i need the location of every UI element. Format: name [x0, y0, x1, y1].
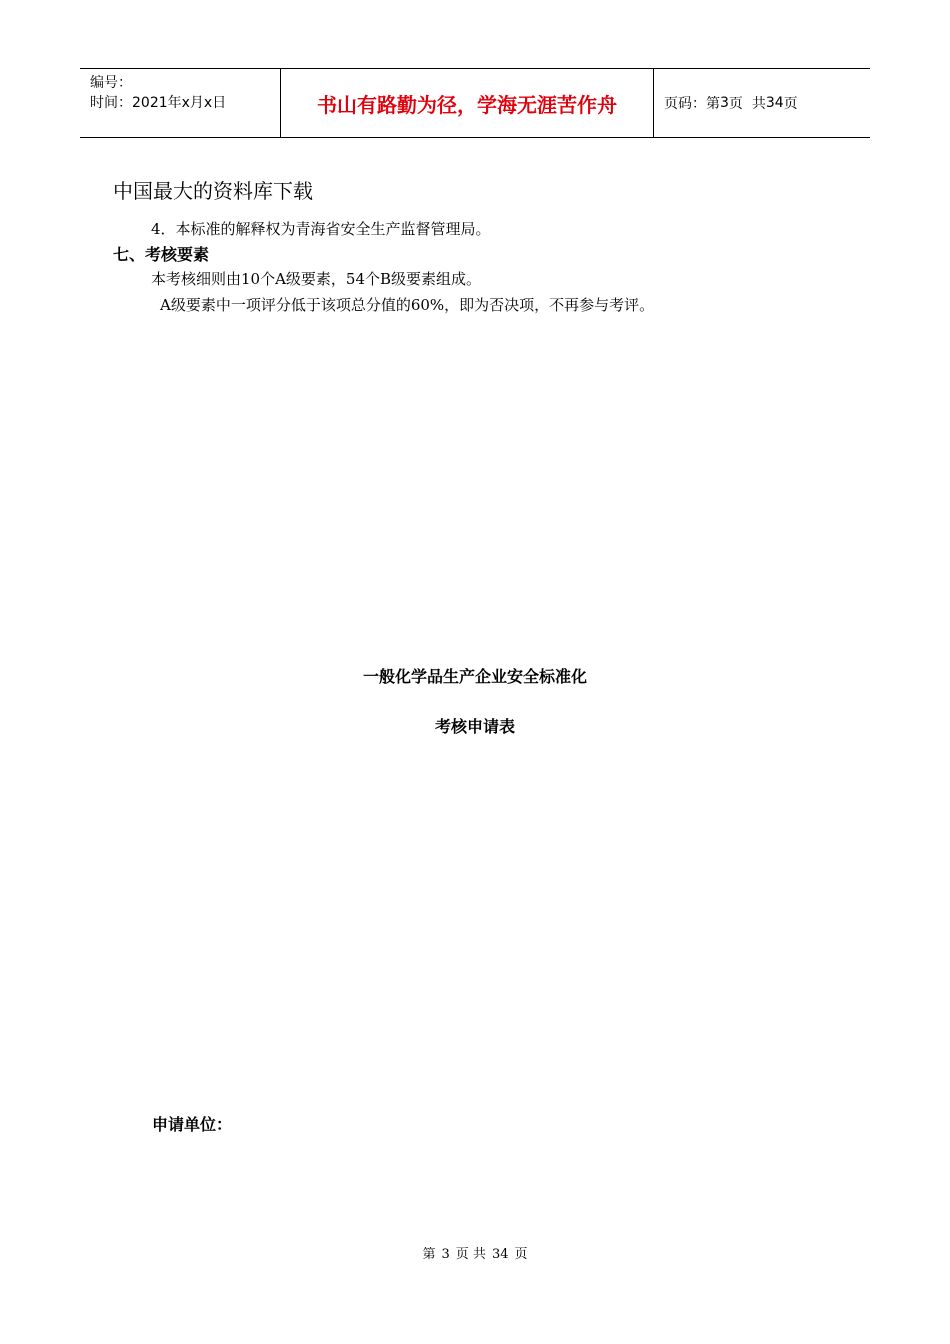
header-page-prefix: 页码：第 — [664, 96, 720, 112]
header-page-mid: 页 共 — [728, 96, 766, 112]
footer-total: 34 — [491, 1247, 509, 1262]
page-footer — [0, 1246, 950, 1264]
document-date: 时间：2021年x月x日 — [90, 95, 227, 111]
header-page-total: 34 — [765, 95, 784, 111]
item-4-paragraph: 4．本标准的解释权为青海省安全生产监督管理局。 — [151, 220, 491, 238]
form-title-line-1: 一般化学品生产企业安全标准化 — [362, 667, 587, 686]
page-header — [80, 68, 870, 138]
form-title-line-2: 考核申请表 — [434, 717, 515, 736]
header-page-cell — [654, 69, 870, 137]
document-number-label: 编号： — [90, 75, 132, 91]
footer-current: 3 — [441, 1247, 450, 1262]
section-7-paragraph-1: 本考核细则由10个A级要素，54个B级要素组成。 — [151, 270, 482, 288]
header-meta-cell — [80, 69, 281, 137]
header-motto-cell — [281, 69, 654, 137]
footer-prefix: 第 — [422, 1247, 436, 1262]
section-7-heading: 七、考核要素 — [113, 245, 210, 264]
footer-mid: 页 共 — [455, 1247, 486, 1262]
header-motto: 书山有路勤为径，学海无涯苦作舟 — [317, 92, 617, 117]
section-7-paragraph-2: A级要素中一项评分低于该项总分值的60%，即为否决项，不再参与考评。 — [160, 296, 655, 314]
header-page-current: 3 — [720, 95, 729, 111]
applicant-label: 申请单位： — [152, 1115, 233, 1134]
header-page-suffix: 页 — [783, 96, 798, 112]
site-banner-text: 中国最大的资料库下载 — [113, 179, 313, 203]
footer-suffix: 页 — [514, 1247, 528, 1262]
